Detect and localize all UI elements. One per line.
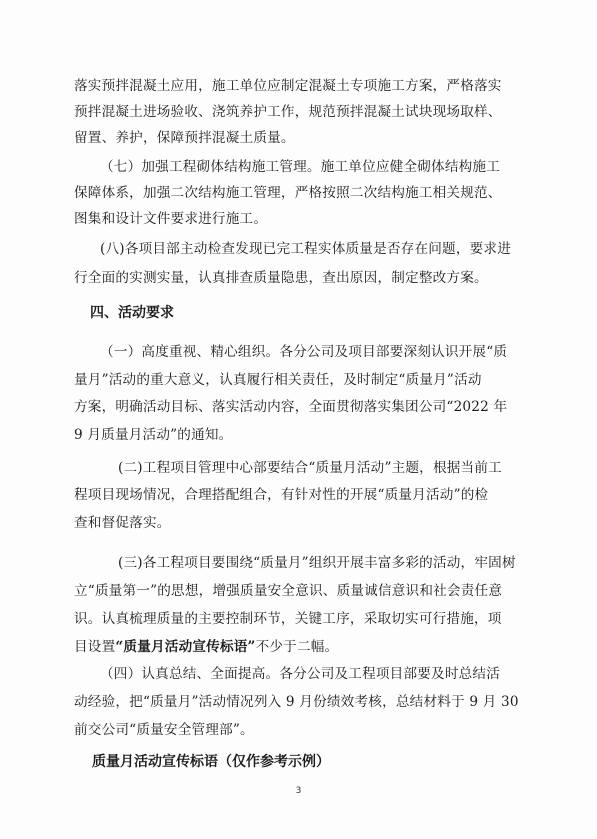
text-line: （七）加强工程砌体结构施工管理。施工单位应健全砌体结构施工 <box>100 159 501 175</box>
text-line: 动经验，把“质量月”活动情况列入 9 月份绩效考核，总结材料于 9 月 30 <box>74 694 519 710</box>
section-heading: 四、活动要求 <box>90 305 174 321</box>
text-segment: 目设置 <box>74 639 116 655</box>
text-segment: 不少于二幅。 <box>255 639 339 655</box>
text-line: (三)各工程项目要围绕“质量月”组织开展丰富多彩的活动，牢固树 <box>118 555 516 571</box>
text-line: 量月”活动的重大意义，认真履行相关责任，及时制定“质量月”活动 <box>74 372 482 388</box>
text-line: 方案，明确活动目标、落实活动内容，全面贯彻落实集团公司“2022 年 <box>74 399 508 415</box>
text-line: 9 月质量月活动”的通知。 <box>74 427 233 443</box>
text-line: 行全面的实测实量，认真排查质量隐患，查出原因，制定整改方案。 <box>74 270 488 286</box>
text-line: 保障体系，加强二次结构施工管理，严格按照二次结构施工相关规范、 <box>74 185 502 201</box>
bold-slogan-reference: “质量月活动宣传标语” <box>115 639 256 655</box>
slogan-section-title: 质量月活动宣传标语（仅作参考示例） <box>92 754 330 770</box>
text-line: 预拌混凝土进场验收、浇筑养护工作，规范预拌混凝土试块现场取样、 <box>74 104 502 120</box>
text-line: 立“质量第一”的思想，增强质量安全意识、质量诚信意识和社会责任意 <box>74 583 503 599</box>
text-line: 图集和设计文件要求进行施工。 <box>74 211 268 227</box>
text-line: 识。认真梳理质量的主要控制环节，关键工序，采取切实可行措施，项 <box>74 611 502 627</box>
text-line <box>74 637 534 657</box>
text-line: 前交公司“质量安全管理部”。 <box>74 722 254 738</box>
text-line: (八)各项目部主动检查发现已完工程实体质量是否存在问题，要求进 <box>100 241 512 257</box>
text-line: 留置、养护，保障预拌混凝土质量。 <box>74 130 295 146</box>
text-line: （四）认真总结、全面提高。各分公司及工程项目部要及时总结活 <box>100 666 501 682</box>
text-line: (二)工程项目管理中心部要结合“质量月活动”主题，根据当前工 <box>118 460 502 476</box>
page-number: 3 <box>295 786 302 796</box>
text-line: 落实预拌混凝土应用，施工单位应制定混凝土专项施工方案，严格落实 <box>74 78 502 94</box>
text-line: 程项目现场情况，合理搭配组合，有针对性的开展“质量月活动”的检 <box>74 487 489 503</box>
text-line: 查和督促落实。 <box>74 515 171 531</box>
text-line: （一）高度重视、精心组织。各分公司及项目部要深刻认识开展“质 <box>100 344 508 360</box>
